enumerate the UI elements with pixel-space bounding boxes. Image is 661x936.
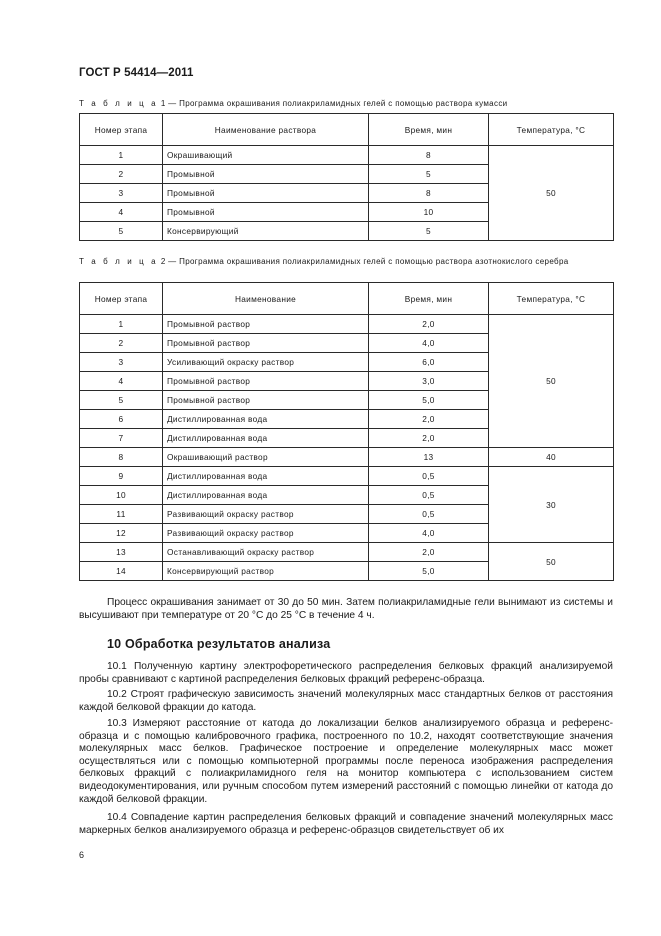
solution-name-cell: Промывной	[163, 165, 369, 184]
process-paragraph: Процесс окрашивания занимает от 30 до 50 мин. Затем полиакриламидные гели вынимают из системы и высушивают при температуре от 20 °С до 25 °С в течение 4 ч.	[79, 597, 613, 621]
time-cell: 5,0	[369, 391, 489, 410]
table1-header-cell: Время, мин	[369, 114, 489, 146]
step-number-cell: 14	[80, 562, 163, 581]
solution-name-cell: Дистиллированная вода	[163, 467, 369, 486]
paragraph-10-4: 10.4 Совпадение картин распределения белковых фракций и совпадение значений молекулярных масс маркерных белков анализируемого образца и референс-образцов свидетельствует об их	[79, 812, 613, 836]
solution-name-cell: Окрашивающий раствор	[163, 448, 369, 467]
time-cell: 5	[369, 165, 489, 184]
step-number-cell: 11	[80, 505, 163, 524]
time-cell: 10	[369, 203, 489, 222]
document-header: ГОСТ Р 54414—2011	[79, 67, 194, 79]
table2-header-row	[80, 283, 614, 315]
solution-name-cell: Промывной	[163, 184, 369, 203]
solution-name-cell: Промывной	[163, 203, 369, 222]
temperature-cell: 40	[489, 448, 614, 467]
table1-header-cell: Наименование раствора	[163, 114, 369, 146]
time-cell: 0,5	[369, 486, 489, 505]
section-title: 10 Обработка результатов анализа	[107, 637, 331, 651]
solution-name-cell: Консервирующий раствор	[163, 562, 369, 581]
step-number-cell: 13	[80, 543, 163, 562]
step-number-cell: 4	[80, 372, 163, 391]
time-cell: 6,0	[369, 353, 489, 372]
time-cell: 8	[369, 146, 489, 165]
table1-header-cell: Температура, °С	[489, 114, 614, 146]
step-number-cell: 2	[80, 334, 163, 353]
solution-name-cell: Промывной раствор	[163, 372, 369, 391]
step-number-cell: 2	[80, 165, 163, 184]
time-cell: 4,0	[369, 524, 489, 543]
page-number: 6	[79, 850, 85, 860]
table-row	[80, 146, 614, 165]
table2-header-cell: Время, мин	[369, 283, 489, 315]
time-cell: 2,0	[369, 315, 489, 334]
temperature-cell: 50	[489, 315, 614, 448]
paragraph-10-2: 10.2 Строят графическую зависимость значений молекулярных масс стандартных белков от расстояния каждой белковой фракции до катода.	[79, 689, 613, 713]
step-number-cell: 10	[80, 486, 163, 505]
temperature-cell: 30	[489, 467, 614, 543]
step-number-cell: 1	[80, 146, 163, 165]
table2-header-cell: Номер этапа	[80, 283, 163, 315]
solution-name-cell: Промывной раствор	[163, 315, 369, 334]
step-number-cell: 3	[80, 184, 163, 203]
solution-name-cell: Дистиллированная вода	[163, 410, 369, 429]
paragraph-10-1: 10.1 Полученную картину электрофоретического распределения белковых фракций анализируемой пробы сравнивают с картиной распределения белковых фракций референс-образца.	[79, 661, 613, 685]
step-number-cell: 1	[80, 315, 163, 334]
table1-caption-text: 1 — Программа окрашивания полиакриламидных гелей с помощью раствора кумасси	[160, 99, 508, 108]
step-number-cell: 7	[80, 429, 163, 448]
table-row	[80, 467, 614, 486]
step-number-cell: 5	[80, 391, 163, 410]
paragraph-10-3: 10.3 Измеряют расстояние от катода до локализации белков анализируемого образца и референс-образца и с помощью калибровочного графика, построенного по 10.2, находят соответствующие значения молекулярных масс белков. Графическое построение и определение молекулярных масс может осуществляться или с помощью компьютерной программы после переноса изображения распределения белковых фракций с полиакриламидного геля на монитор компьютера с использованием систем видеодокументирования, или ручным способом путем измерений расстояний с помощью линейки от катода до каждой белковой фракции.	[79, 718, 613, 805]
solution-name-cell: Промывной раствор	[163, 391, 369, 410]
solution-name-cell: Развивающий окраску раствор	[163, 505, 369, 524]
time-cell: 3,0	[369, 372, 489, 391]
table-row	[80, 315, 614, 334]
table1-caption	[79, 98, 614, 109]
time-cell: 8	[369, 184, 489, 203]
table-row	[80, 448, 614, 467]
table2	[79, 282, 614, 581]
solution-name-cell: Окрашивающий	[163, 146, 369, 165]
table2-label: Т а б л и ц а	[79, 257, 159, 266]
step-number-cell: 5	[80, 222, 163, 241]
table2-header-cell: Наименование	[163, 283, 369, 315]
solution-name-cell: Дистиллированная вода	[163, 486, 369, 505]
step-number-cell: 8	[80, 448, 163, 467]
solution-name-cell: Усиливающий окраску раствор	[163, 353, 369, 372]
time-cell: 2,0	[369, 543, 489, 562]
time-cell: 13	[369, 448, 489, 467]
table1	[79, 113, 614, 241]
solution-name-cell: Дистиллированная вода	[163, 429, 369, 448]
table2-caption	[79, 256, 614, 267]
step-number-cell: 6	[80, 410, 163, 429]
solution-name-cell: Консервирующий	[163, 222, 369, 241]
time-cell: 0,5	[369, 505, 489, 524]
table1-header-cell: Номер этапа	[80, 114, 163, 146]
time-cell: 2,0	[369, 410, 489, 429]
table1-label: Т а б л и ц а	[79, 99, 159, 108]
table2-header-cell: Температура, °С	[489, 283, 614, 315]
step-number-cell: 3	[80, 353, 163, 372]
table-row	[80, 543, 614, 562]
solution-name-cell: Развивающий окраску раствор	[163, 524, 369, 543]
step-number-cell: 4	[80, 203, 163, 222]
step-number-cell: 12	[80, 524, 163, 543]
step-number-cell: 9	[80, 467, 163, 486]
time-cell: 5,0	[369, 562, 489, 581]
table2-caption-text: 2 — Программа окрашивания полиакриламидных гелей с помощью раствора азотнокислого серебра	[160, 257, 569, 266]
time-cell: 4,0	[369, 334, 489, 353]
temperature-cell: 50	[489, 543, 614, 581]
time-cell: 5	[369, 222, 489, 241]
solution-name-cell: Останавливающий окраску раствор	[163, 543, 369, 562]
temperature-cell: 50	[489, 146, 614, 241]
table1-header-row	[80, 114, 614, 146]
time-cell: 2,0	[369, 429, 489, 448]
time-cell: 0,5	[369, 467, 489, 486]
solution-name-cell: Промывной раствор	[163, 334, 369, 353]
